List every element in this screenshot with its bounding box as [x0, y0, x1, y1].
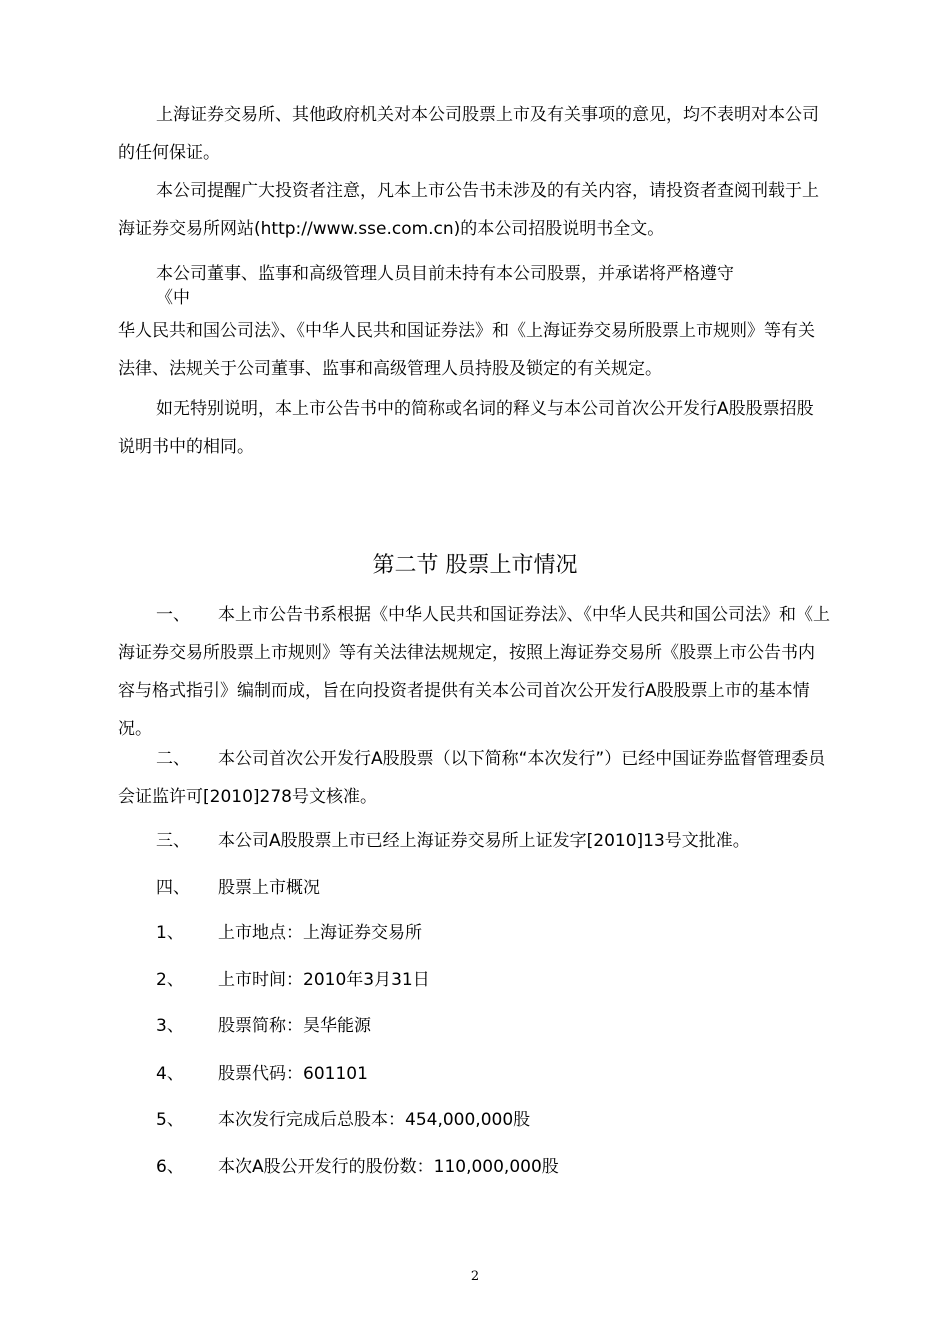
section-item-3-text: 本公司A股股票上市已经上海证券交易所上证发字[2010]13号文批准。 — [218, 831, 750, 851]
detail-row-3 — [156, 1014, 371, 1038]
section-item-2 — [118, 740, 830, 816]
section-item-4 — [156, 876, 320, 900]
detail-row-6-number: 6、 — [156, 1157, 184, 1177]
intro-paragraph-3-line-2: 《中 — [156, 288, 190, 308]
section-title: 第二节 股票上市情况 — [372, 553, 578, 578]
intro-paragraph-1: 上海证券交易所、其他政府机关对本公司股票上市及有关事项的意见，均不表明对本公司的任何保证。 — [118, 105, 819, 163]
section-item-3-number: 三、 — [156, 831, 190, 851]
intro-paragraph-4: 如无特别说明，本上市公告书中的简称或名词的释义与本公司首次公开发行A股股票招股说明书中的相同。 — [118, 399, 814, 457]
detail-row-5-text: 本次发行完成后总股本：454,000,000股 — [218, 1110, 531, 1130]
detail-row-2 — [156, 968, 430, 992]
intro-paragraph-3-rest: 华人民共和国公司法》、《中华人民共和国证券法》和《上海证券交易所股票上市规则》等有关法律、法规关于公司董事、监事和高级管理人员持股及锁定的有关规定。 — [118, 321, 815, 379]
detail-row-4-number: 4、 — [156, 1064, 184, 1084]
detail-row-5 — [156, 1108, 530, 1132]
intro-paragraph-3-line-1: 本公司董事、监事和高级管理人员目前未持有本公司股票，并承诺将严格遵守 — [156, 264, 734, 284]
page-number: 2 — [470, 1269, 480, 1284]
detail-row-6-text: 本次A股公开发行的股份数：110,000,000股 — [218, 1157, 559, 1177]
detail-row-1-text: 上市地点：上海证券交易所 — [218, 923, 422, 943]
intro-paragraph-2: 本公司提醒广大投资者注意，凡本上市公告书未涉及的有关内容，请投资者查阅刊载于上海证券交易所网站(http://www.sse.com.cn)的本公司招股说明书全文。 — [118, 181, 819, 239]
detail-row-4 — [156, 1062, 368, 1086]
detail-row-6 — [156, 1155, 559, 1179]
section-item-3 — [156, 829, 750, 853]
detail-row-3-number: 3、 — [156, 1016, 184, 1036]
detail-row-1 — [156, 921, 422, 945]
detail-row-5-number: 5、 — [156, 1110, 184, 1130]
section-item-2-number: 二、 — [156, 749, 190, 769]
detail-row-3-text: 股票简称：昊华能源 — [218, 1016, 371, 1036]
section-item-4-text: 股票上市概况 — [218, 878, 320, 898]
detail-row-2-text: 上市时间：2010年3月31日 — [218, 970, 430, 990]
detail-row-2-number: 2、 — [156, 970, 184, 990]
section-item-2-text: 本公司首次公开发行A股股票（以下简称“本次发行”）已经中国证券监督管理委员会证监许可[2010]278号文核准。 — [118, 749, 826, 807]
section-item-1-number: 一、 — [156, 605, 190, 625]
section-item-1 — [118, 596, 830, 748]
detail-row-4-text: 股票代码：601101 — [218, 1064, 368, 1084]
section-item-1-text: 本上市公告书系根据《中华人民共和国证券法》、《中华人民共和国公司法》和《上海证券交易所股票上市规则》等有关法律法规规定，按照上海证券交易所《股票上市公告书内容与格式指引》编制而成，旨在向投资者提供有关本公司首次公开发行A股股票上市的基本情况。 — [118, 605, 830, 739]
detail-row-1-number: 1、 — [156, 923, 184, 943]
section-item-4-number: 四、 — [156, 878, 190, 898]
